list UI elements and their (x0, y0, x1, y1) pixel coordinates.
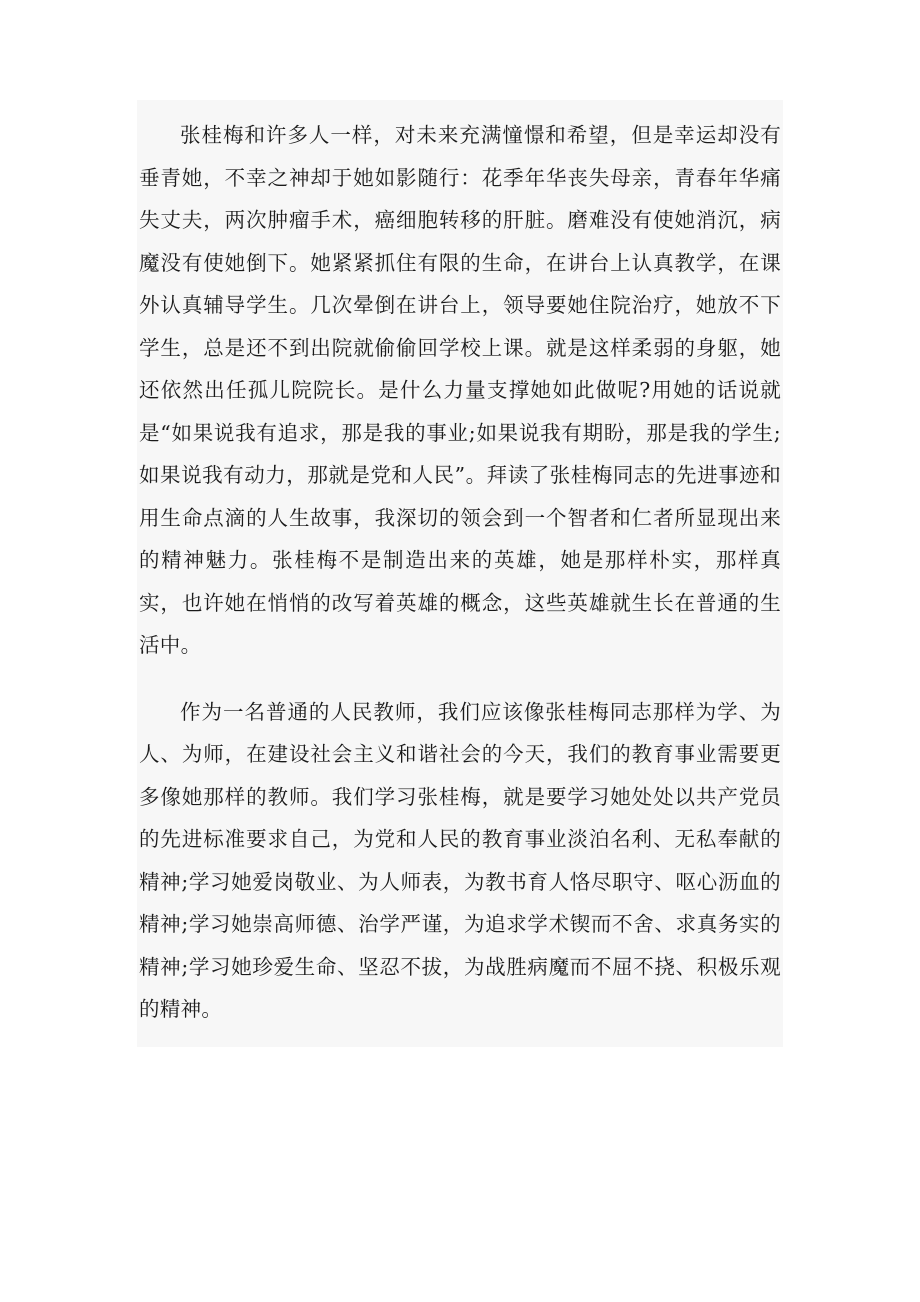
paragraph-1: 张桂梅和许多人一样，对未来充满憧憬和希望，但是幸运却没有垂青她，不幸之神却于她如影随行：花季年华丧失母亲，青春年华痛失丈夫，两次肿瘤手术，癌细胞转移的肝脏。磨难没有使她消沉，病魔没有使她倒下。她紧紧抓住有限的生命，在讲台上认真教学，在课外认真辅导学生。几次晕倒在讲台上，领导要她住院治疗，她放不下学生，总是还不到出院就偷偷回学校上课。就是这样柔弱的身躯，她还依然出任孤儿院院长。是什么力量支撑她如此做呢?用她的话说就是“如果说我有追求，那是我的事业;如果说我有期盼，那是我的学生;如果说我有动力，那就是党和人民”。拜读了张桂梅同志的先进事迹和用生命点滴的人生故事，我深切的领会到一个智者和仁者所显现出来的精神魅力。张桂梅不是制造出来的英雄，她是那样朴实，那样真实，也许她在悄悄的改写着英雄的概念，这些英雄就生长在普通的生活中。 (139, 123, 781, 657)
text-block (137, 100, 783, 1047)
paragraph-2: 作为一名普通的人民教师，我们应该像张桂梅同志那样为学、为人、为师，在建设社会主义和谐社会的今天，我们的教育事业需要更多像她那样的教师。我们学习张桂梅，就是要学习她处处以共产党员的先进标准要求自己，为党和人民的教育事业淡泊名利、无私奉献的精神;学习她爱岗敬业、为人师表，为教书育人恪尽职守、呕心沥血的精神;学习她崇高师德、治学严谨，为追求学术锲而不舍、求真务实的精神;学习她珍爱生命、坚忍不拔，为战胜病魔而不屈不挠、积极乐观的精神。 (139, 699, 781, 1021)
